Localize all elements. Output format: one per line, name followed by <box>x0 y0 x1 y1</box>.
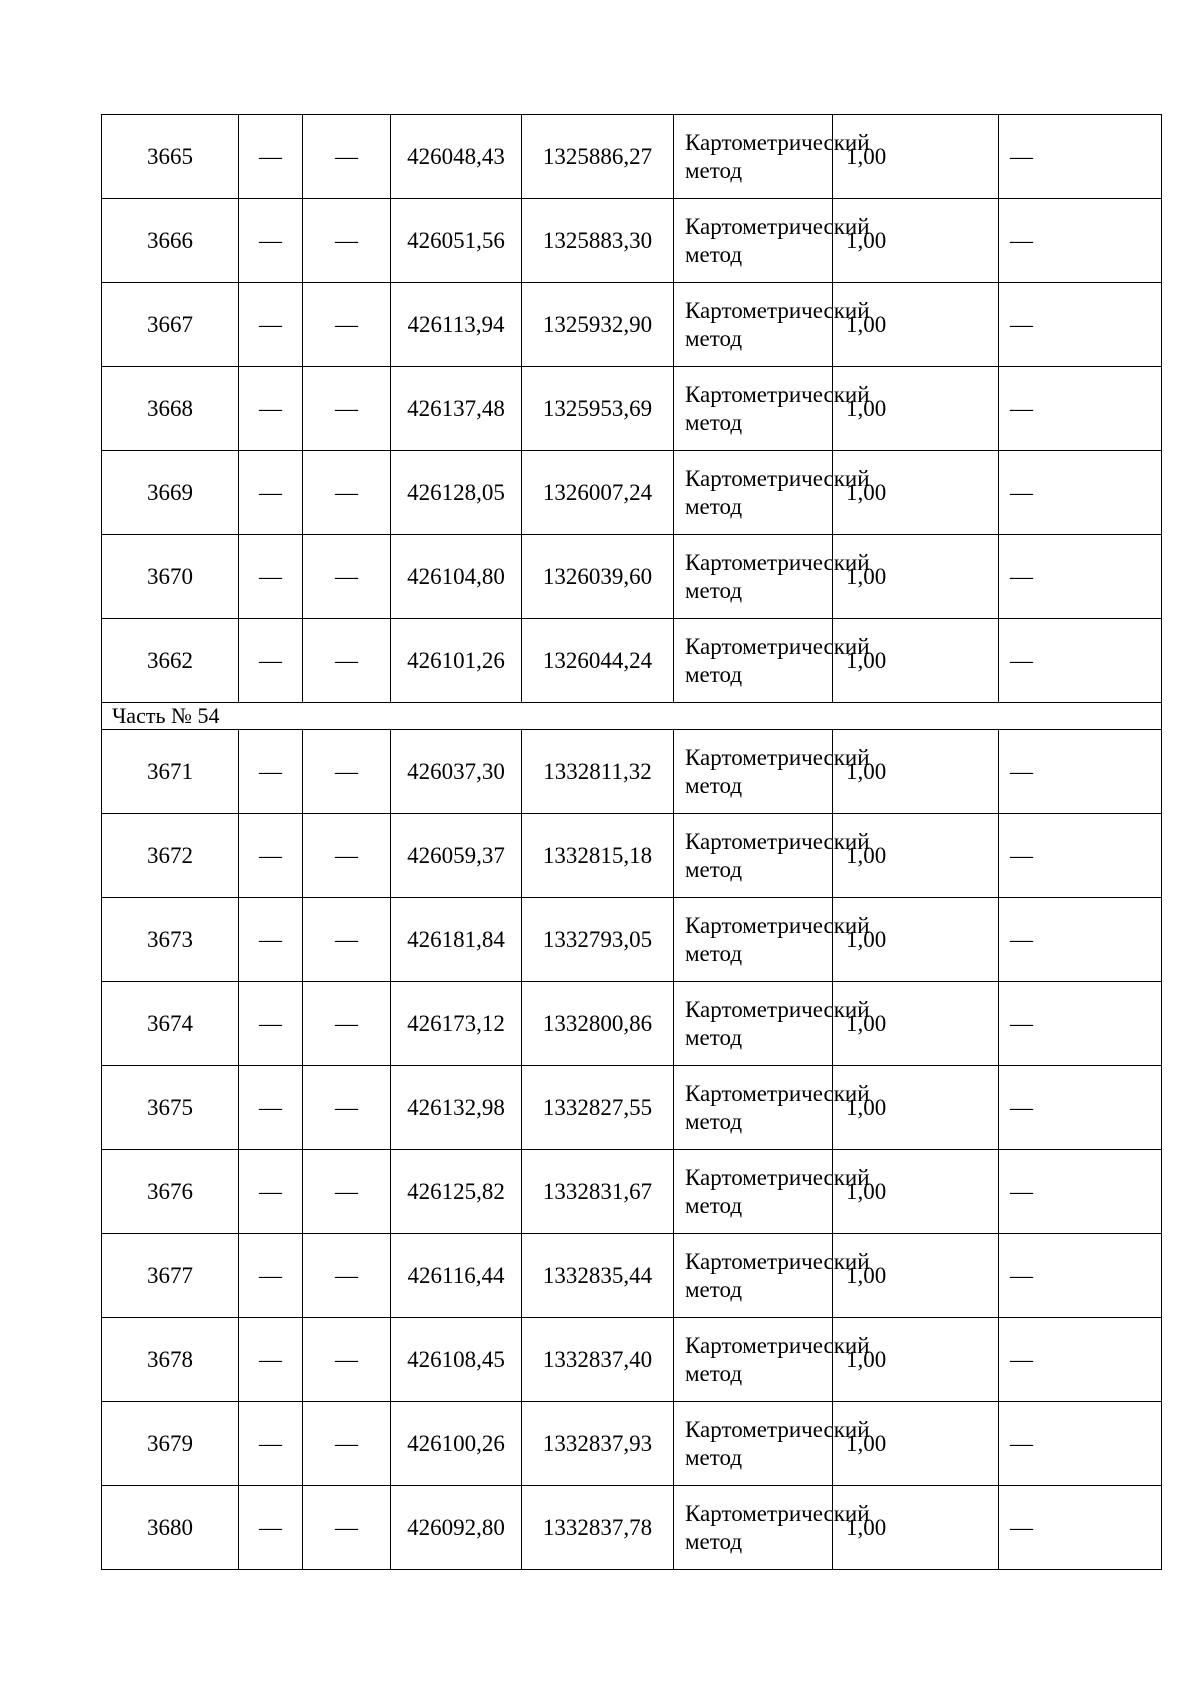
point-number-cell: 3666 <box>102 199 239 283</box>
dash-cell: — <box>239 451 303 535</box>
coordinate-x-cell: 426104,80 <box>391 535 522 619</box>
coordinate-y-cell: 1332815,18 <box>522 814 674 898</box>
point-number-cell: 3669 <box>102 451 239 535</box>
point-number-cell: 3675 <box>102 1066 239 1150</box>
method-cell: Картометрический метод <box>674 1402 833 1486</box>
dash-cell: — <box>999 451 1162 535</box>
coordinate-x-cell: 426181,84 <box>391 898 522 982</box>
coordinate-x-cell: 426100,26 <box>391 1402 522 1486</box>
dash-cell: — <box>303 1402 391 1486</box>
dash-cell: — <box>303 898 391 982</box>
dash-cell: — <box>239 283 303 367</box>
table-row <box>102 1150 1162 1234</box>
coordinate-x-cell: 426048,43 <box>391 115 522 199</box>
table-row <box>102 283 1162 367</box>
dash-cell: — <box>303 367 391 451</box>
method-cell: Картометрический метод <box>674 982 833 1066</box>
method-cell: Картометрический метод <box>674 898 833 982</box>
coordinate-x-cell: 426113,94 <box>391 283 522 367</box>
dash-cell: — <box>303 619 391 703</box>
method-cell: Картометрический метод <box>674 1150 833 1234</box>
accuracy-cell: 1,00 <box>833 367 999 451</box>
coordinate-x-cell: 426125,82 <box>391 1150 522 1234</box>
point-number-cell: 3674 <box>102 982 239 1066</box>
coordinate-y-cell: 1332837,78 <box>522 1486 674 1570</box>
accuracy-cell: 1,00 <box>833 535 999 619</box>
coordinate-x-cell: 426137,48 <box>391 367 522 451</box>
dash-cell: — <box>239 982 303 1066</box>
accuracy-cell: 1,00 <box>833 814 999 898</box>
table-row <box>102 1318 1162 1402</box>
coordinate-x-cell: 426108,45 <box>391 1318 522 1402</box>
table-row <box>102 1066 1162 1150</box>
dash-cell: — <box>999 535 1162 619</box>
dash-cell: — <box>303 1318 391 1402</box>
method-cell: Картометрический метод <box>674 451 833 535</box>
table-row <box>102 898 1162 982</box>
accuracy-cell: 1,00 <box>833 730 999 814</box>
method-cell: Картометрический метод <box>674 814 833 898</box>
accuracy-cell: 1,00 <box>833 1066 999 1150</box>
method-cell: Картометрический метод <box>674 1234 833 1318</box>
dash-cell: — <box>999 1150 1162 1234</box>
point-number-cell: 3678 <box>102 1318 239 1402</box>
method-cell: Картометрический метод <box>674 535 833 619</box>
dash-cell: — <box>239 535 303 619</box>
dash-cell: — <box>239 619 303 703</box>
method-cell: Картометрический метод <box>674 730 833 814</box>
coordinate-y-cell: 1332837,93 <box>522 1402 674 1486</box>
accuracy-cell: 1,00 <box>833 1486 999 1570</box>
table-row <box>102 199 1162 283</box>
dash-cell: — <box>999 1234 1162 1318</box>
coordinate-x-cell: 426037,30 <box>391 730 522 814</box>
dash-cell: — <box>303 982 391 1066</box>
coordinate-x-cell: 426051,56 <box>391 199 522 283</box>
table-row <box>102 619 1162 703</box>
coordinate-x-cell: 426101,26 <box>391 619 522 703</box>
dash-cell: — <box>239 367 303 451</box>
dash-cell: — <box>303 730 391 814</box>
dash-cell: — <box>239 1234 303 1318</box>
table-row <box>102 730 1162 814</box>
table-row <box>102 535 1162 619</box>
point-number-cell: 3670 <box>102 535 239 619</box>
dash-cell: — <box>303 1234 391 1318</box>
table-row <box>102 451 1162 535</box>
point-number-cell: 3667 <box>102 283 239 367</box>
accuracy-cell: 1,00 <box>833 1150 999 1234</box>
dash-cell: — <box>999 1402 1162 1486</box>
dash-cell: — <box>239 1066 303 1150</box>
accuracy-cell: 1,00 <box>833 283 999 367</box>
coordinate-y-cell: 1326007,24 <box>522 451 674 535</box>
table-row <box>102 115 1162 199</box>
dash-cell: — <box>303 283 391 367</box>
table-row <box>102 1486 1162 1570</box>
point-number-cell: 3671 <box>102 730 239 814</box>
coordinate-y-cell: 1332835,44 <box>522 1234 674 1318</box>
coordinate-x-cell: 426132,98 <box>391 1066 522 1150</box>
dash-cell: — <box>303 1150 391 1234</box>
dash-cell: — <box>999 982 1162 1066</box>
coordinate-y-cell: 1332793,05 <box>522 898 674 982</box>
dash-cell: — <box>239 199 303 283</box>
method-cell: Картометрический метод <box>674 283 833 367</box>
method-cell: Картометрический метод <box>674 115 833 199</box>
coordinate-y-cell: 1325953,69 <box>522 367 674 451</box>
method-cell: Картометрический метод <box>674 367 833 451</box>
dash-cell: — <box>239 898 303 982</box>
dash-cell: — <box>303 814 391 898</box>
dash-cell: — <box>999 115 1162 199</box>
dash-cell: — <box>303 115 391 199</box>
accuracy-cell: 1,00 <box>833 1234 999 1318</box>
coordinate-x-cell: 426092,80 <box>391 1486 522 1570</box>
dash-cell: — <box>303 451 391 535</box>
dash-cell: — <box>303 535 391 619</box>
dash-cell: — <box>239 1486 303 1570</box>
coordinate-x-cell: 426059,37 <box>391 814 522 898</box>
dash-cell: — <box>999 1318 1162 1402</box>
coordinate-y-cell: 1325883,30 <box>522 199 674 283</box>
accuracy-cell: 1,00 <box>833 1402 999 1486</box>
accuracy-cell: 1,00 <box>833 982 999 1066</box>
point-number-cell: 3679 <box>102 1402 239 1486</box>
accuracy-cell: 1,00 <box>833 199 999 283</box>
method-cell: Картометрический метод <box>674 199 833 283</box>
dash-cell: — <box>999 199 1162 283</box>
dash-cell: — <box>239 730 303 814</box>
coordinate-y-cell: 1332811,32 <box>522 730 674 814</box>
accuracy-cell: 1,00 <box>833 1318 999 1402</box>
point-number-cell: 3676 <box>102 1150 239 1234</box>
section-heading: Часть № 54 <box>102 703 1162 730</box>
point-number-cell: 3677 <box>102 1234 239 1318</box>
dash-cell: — <box>999 283 1162 367</box>
coordinate-y-cell: 1326039,60 <box>522 535 674 619</box>
accuracy-cell: 1,00 <box>833 619 999 703</box>
table-body <box>102 115 1162 1570</box>
point-number-cell: 3673 <box>102 898 239 982</box>
section-heading-row <box>102 703 1162 730</box>
dash-cell: — <box>303 1486 391 1570</box>
dash-cell: — <box>999 367 1162 451</box>
dash-cell: — <box>239 1150 303 1234</box>
point-number-cell: 3668 <box>102 367 239 451</box>
dash-cell: — <box>239 1318 303 1402</box>
table-row <box>102 1234 1162 1318</box>
dash-cell: — <box>239 1402 303 1486</box>
dash-cell: — <box>239 115 303 199</box>
dash-cell: — <box>239 814 303 898</box>
coordinates-table <box>101 114 1162 1570</box>
accuracy-cell: 1,00 <box>833 115 999 199</box>
coordinate-x-cell: 426116,44 <box>391 1234 522 1318</box>
table-row <box>102 367 1162 451</box>
coordinate-x-cell: 426128,05 <box>391 451 522 535</box>
dash-cell: — <box>303 199 391 283</box>
coordinate-y-cell: 1325932,90 <box>522 283 674 367</box>
accuracy-cell: 1,00 <box>833 451 999 535</box>
dash-cell: — <box>999 1486 1162 1570</box>
accuracy-cell: 1,00 <box>833 898 999 982</box>
method-cell: Картометрический метод <box>674 1318 833 1402</box>
coordinate-y-cell: 1325886,27 <box>522 115 674 199</box>
coordinate-y-cell: 1332800,86 <box>522 982 674 1066</box>
table-row <box>102 1402 1162 1486</box>
coordinate-y-cell: 1326044,24 <box>522 619 674 703</box>
method-cell: Картометрический метод <box>674 619 833 703</box>
point-number-cell: 3672 <box>102 814 239 898</box>
coordinate-y-cell: 1332827,55 <box>522 1066 674 1150</box>
coordinate-y-cell: 1332837,40 <box>522 1318 674 1402</box>
dash-cell: — <box>999 898 1162 982</box>
point-number-cell: 3680 <box>102 1486 239 1570</box>
dash-cell: — <box>999 1066 1162 1150</box>
coordinate-x-cell: 426173,12 <box>391 982 522 1066</box>
method-cell: Картометрический метод <box>674 1066 833 1150</box>
point-number-cell: 3665 <box>102 115 239 199</box>
dash-cell: — <box>999 619 1162 703</box>
dash-cell: — <box>999 814 1162 898</box>
dash-cell: — <box>303 1066 391 1150</box>
coordinate-y-cell: 1332831,67 <box>522 1150 674 1234</box>
table-row <box>102 814 1162 898</box>
method-cell: Картометрический метод <box>674 1486 833 1570</box>
dash-cell: — <box>999 730 1162 814</box>
point-number-cell: 3662 <box>102 619 239 703</box>
table-row <box>102 982 1162 1066</box>
